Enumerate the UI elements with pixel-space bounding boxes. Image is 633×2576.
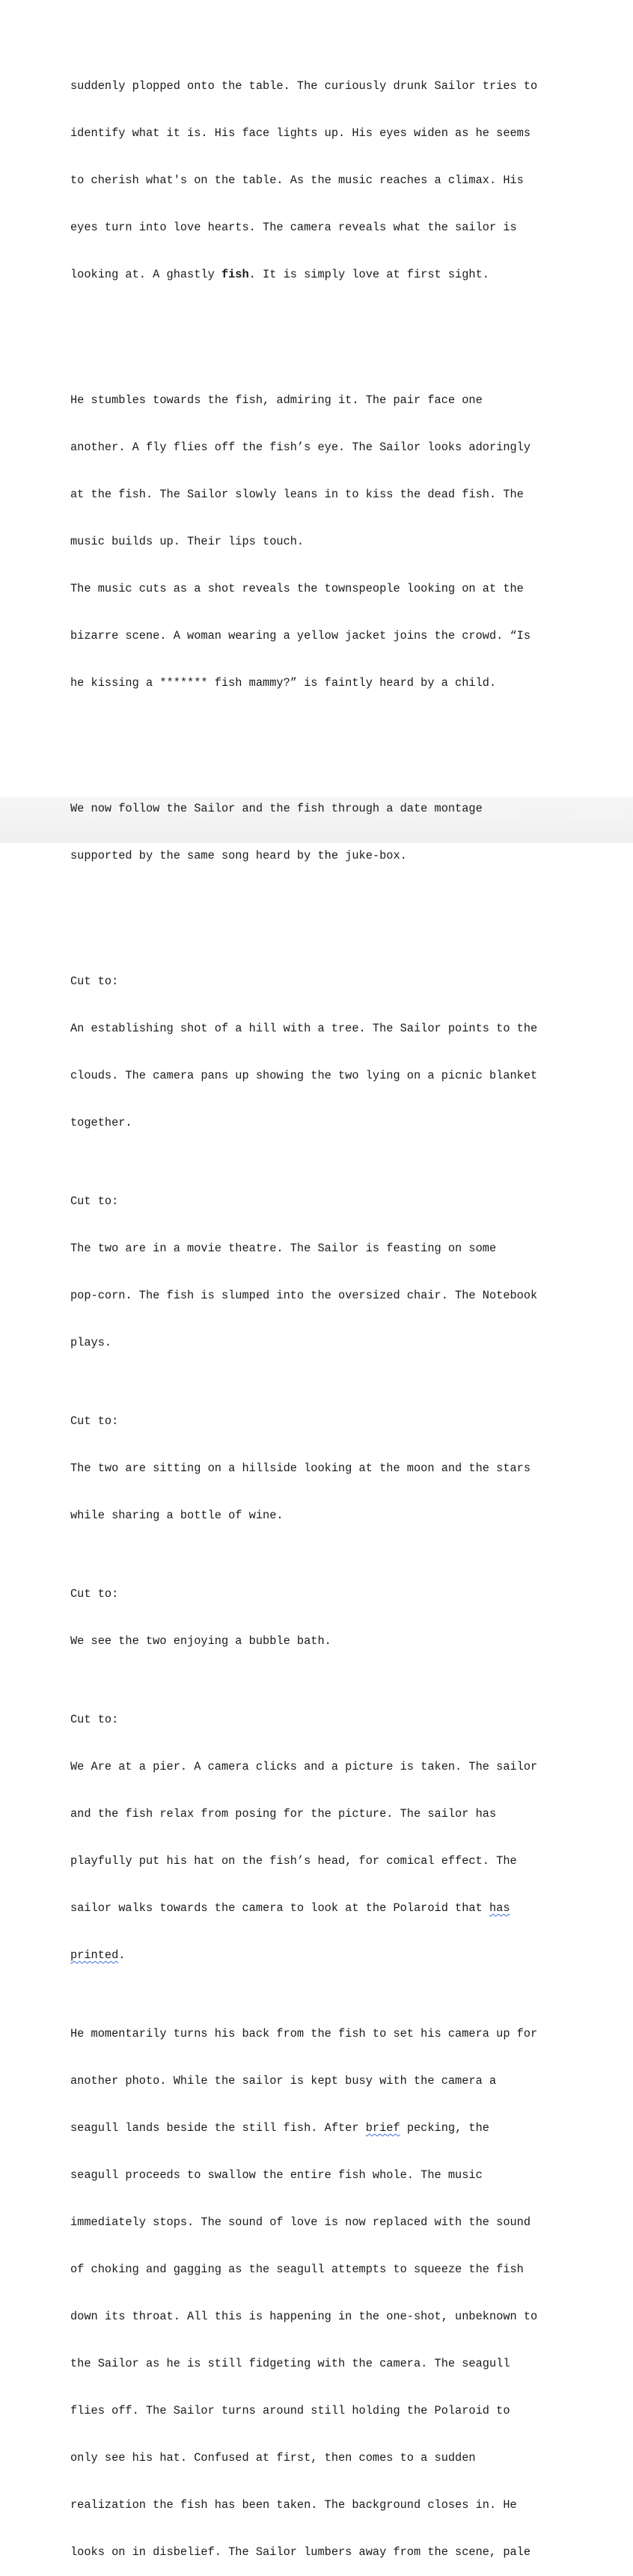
text-run: . (118, 1948, 126, 1962)
blank-line (70, 723, 594, 738)
text-line: together. (70, 1116, 132, 1129)
text-line: eyes turn into love hearts. The camera reveals what the sailor is (70, 221, 517, 234)
text-line: and the fish relax from posing for the picture. The sailor has (70, 1807, 497, 1821)
text-line: another. A fly flies off the fish’s eye. The Sailor looks adoringly (70, 441, 531, 454)
text-line: He momentarily turns his back from the fish to set his camera up for (70, 2027, 538, 2040)
cut-to-label: Cut to: (70, 975, 119, 988)
text-run: . It is simply love at first sight. (248, 268, 489, 281)
blank-line (70, 314, 594, 330)
text-line: playfully put his hat on the fish’s head, for comical effect. The (70, 1854, 517, 1868)
text-run: pecking, the (400, 2121, 489, 2135)
cut-to-label: Cut to: (70, 1587, 119, 1601)
cut-to-label: Cut to: (70, 1414, 119, 1428)
text-line (70, 2120, 594, 2136)
text-line (70, 267, 594, 283)
text-line: only see his hat. Confused at first, then comes to a sudden (70, 2451, 476, 2465)
text-line: to cherish what's on the table. As the music reaches a climax. His (70, 174, 524, 187)
screenplay-text[interactable] (70, 31, 594, 2576)
text-line: We now follow the Sailor and the fish through a date montage (70, 802, 483, 815)
text-run: sailor walks towards the camera to look at the Polaroid that (70, 1901, 489, 1915)
bold-word-fish: fish (221, 268, 249, 281)
text-line: The music cuts as a shot reveals the townspeople looking on at the (70, 582, 524, 595)
text-line: at the fish. The Sailor slowly leans in to kiss the dead fish. The (70, 488, 524, 501)
text-run: looking at. A ghastly (70, 268, 221, 281)
text-line: he kissing a ******* fish mammy?” is faintly heard by a child. (70, 676, 497, 690)
text-line: another photo. While the sailor is kept busy with the camera a (70, 2074, 497, 2088)
text-line: We see the two enjoying a bubble bath. (70, 1634, 331, 1648)
text-line: the Sailor as he is still fidgeting with the camera. The seagull (70, 2357, 510, 2370)
text-line: plays. (70, 1336, 112, 1349)
grammar-flag-printed[interactable]: printed (70, 1948, 119, 1962)
cut-to-label: Cut to: (70, 1195, 119, 1208)
text-line: clouds. The camera pans up showing the two lying on a picnic blanket (70, 1069, 538, 1082)
text-line: pop-corn. The fish is slumped into the oversized chair. The Notebook (70, 1289, 538, 1302)
text-line: The two are sitting on a hillside looking at the moon and the stars (70, 1462, 531, 1475)
blank-line (70, 895, 594, 911)
text-line: flies off. The Sailor turns around still holding the Polaroid to (70, 2404, 510, 2417)
text-run: seagull lands beside the still fish. After (70, 2121, 366, 2135)
text-line: An establishing shot of a hill with a tree. The Sailor points to the (70, 1022, 538, 1035)
text-line: We Are at a pier. A camera clicks and a picture is taken. The sailor (70, 1760, 538, 1773)
cut-to-label: Cut to: (70, 1713, 119, 1726)
grammar-flag-has[interactable]: has (489, 1901, 510, 1915)
text-line: identify what it is. His face lights up. His eyes widen as he seems (70, 126, 531, 140)
grammar-flag-brief[interactable]: brief (365, 2121, 400, 2135)
text-line: seagull proceeds to swallow the entire fish whole. The music (70, 2168, 483, 2182)
text-line: suddenly plopped onto the table. The curiously drunk Sailor tries to (70, 79, 538, 93)
text-line: immediately stops. The sound of love is now replaced with the sound (70, 2215, 531, 2229)
text-line: of choking and gagging as the seagull attempts to squeeze the fish (70, 2263, 524, 2276)
text-line (70, 1948, 594, 1963)
text-line: The two are in a movie theatre. The Sailor is feasting on some (70, 1242, 497, 1255)
text-line: while sharing a bottle of wine. (70, 1509, 284, 1522)
text-line: realization the fish has been taken. The background closes in. He (70, 2498, 517, 2512)
text-line: music builds up. Their lips touch. (70, 535, 305, 548)
text-line (70, 1901, 594, 1916)
text-line: supported by the same song heard by the juke-box. (70, 849, 407, 862)
text-line: bizarre scene. A woman wearing a yellow jacket joins the crowd. “Is (70, 629, 531, 643)
text-line: He stumbles towards the fish, admiring it. The pair face one (70, 393, 483, 407)
text-line: looks on in disbelief. The Sailor lumbers away from the scene, pale (70, 2545, 531, 2559)
text-line: down its throat. All this is happening in the one-shot, unbeknown to (70, 2310, 538, 2323)
